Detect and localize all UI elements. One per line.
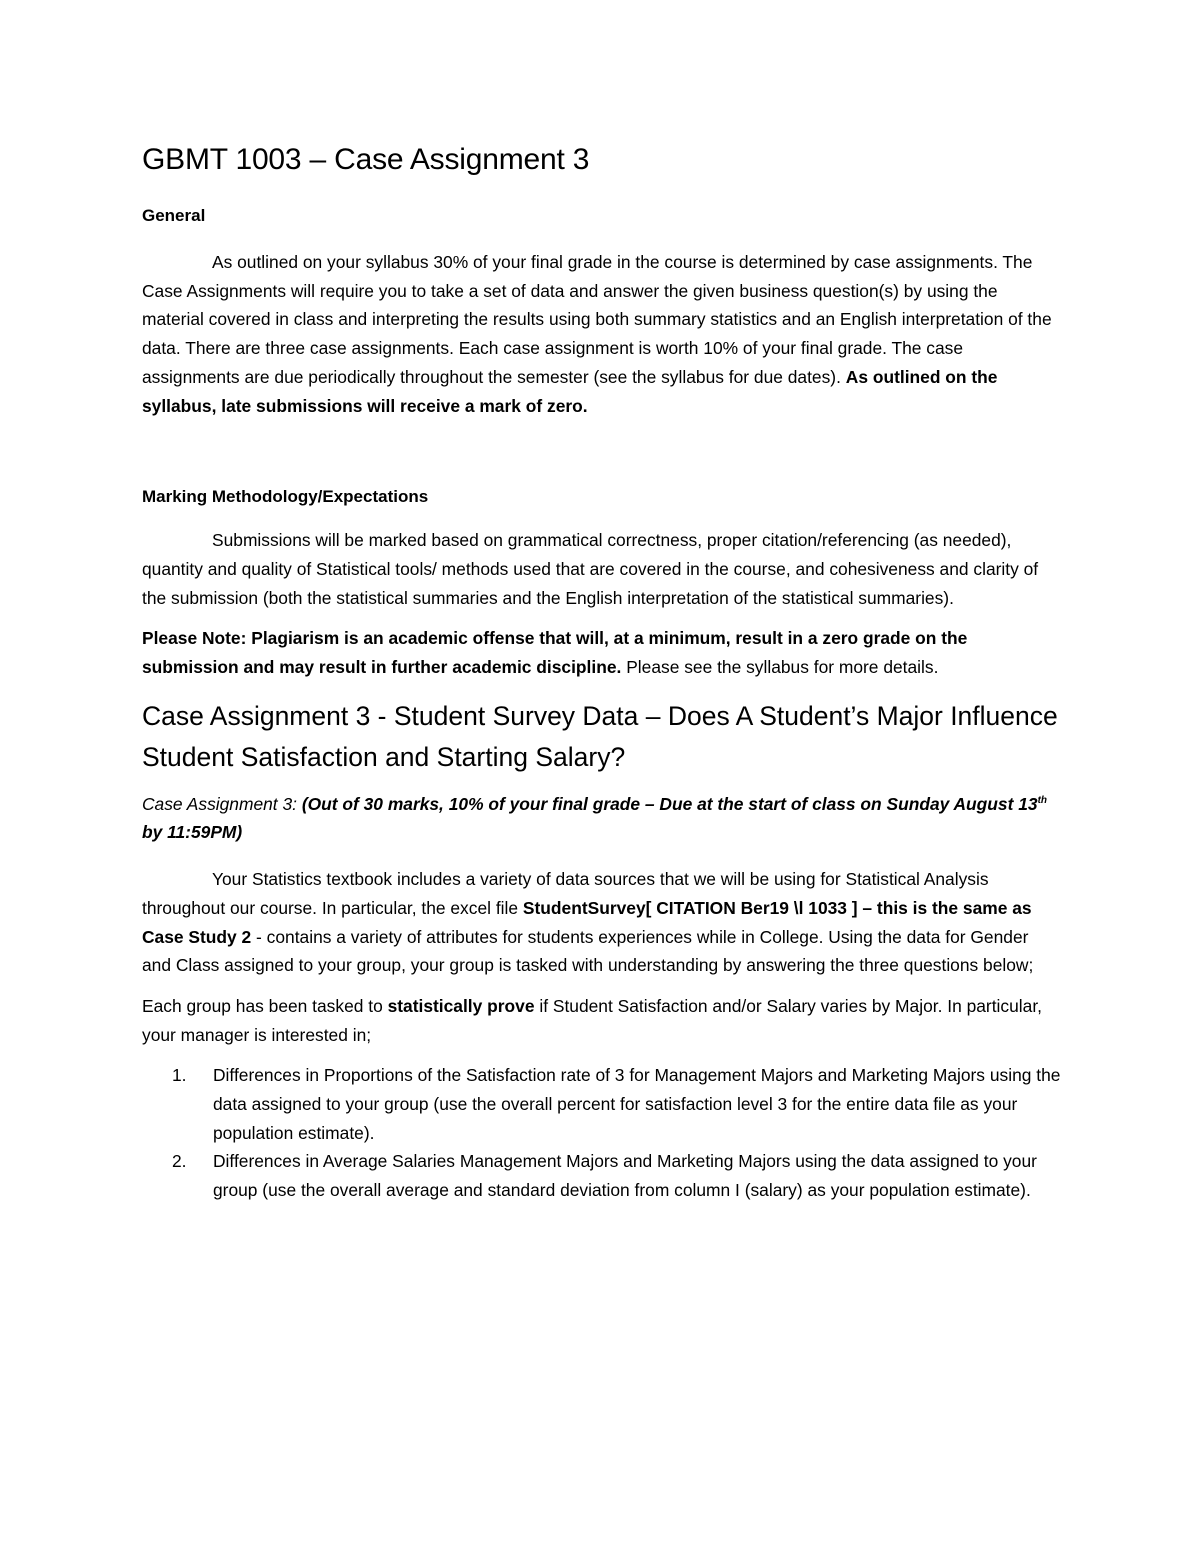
task-text: Each group has been tasked to [142, 995, 388, 1016]
list-text: Differences in Average Salaries Management Majors and Marketing Majors using the data assigned to your group (use the overall average and standard deviation from column I (salary) as your population estimate). [213, 1151, 1037, 1201]
task-text-2: if Student Satisfaction and/or Salary varies by Major. In particular, your manager is interested in; [142, 995, 1042, 1045]
ordinal-suffix: th [1037, 794, 1048, 806]
note-bold-text: Please Note: Plagiarism is an academic offense that will, at a minimum, result in a zero grade on the submission and may result in further academic discipline. [142, 628, 968, 678]
note-text: Please see the syllabus for more details. [621, 657, 939, 678]
marking-paragraph: Submissions will be marked based on grammatical correctness, proper citation/referencing (as needed), quantity and quality of Statistical tools/ methods used that are covered in the course, and cohesiveness and clarity of the submission (both the statistical summaries and the English interpretation of the statistical summaries). [142, 530, 1039, 608]
general-heading: General [142, 206, 206, 225]
question-list [142, 1061, 1062, 1205]
list-number: 1. [172, 1065, 187, 1086]
list-item [142, 1147, 1062, 1204]
note-paragraph [142, 624, 1062, 681]
intro-bold-text: StudentSurvey[ CITATION Ber19 \l 1033 ] – this is the same as Case Study 2 [142, 897, 1032, 947]
task-paragraph [142, 992, 1062, 1049]
intro-text-2: - contains a variety of attributes for students experiences while in College. Using the data for Gender and Class assigned to your group, your group is tasked with understanding by answering the three questions below; [142, 926, 1034, 976]
intro-text: Your Statistics textbook includes a variety of data sources that we will be using for Statistical Analysis throughout our course. In particular, the excel file [142, 869, 989, 918]
list-text: Differences in Proportions of the Satisfaction rate of 3 for Management Majors and Marketing Majors using the data assigned to your group (use the overall percent for satisfaction level 3 for the entire data file as your population estimate). [213, 1065, 1061, 1143]
case-label: Case Assignment 3: [142, 793, 297, 814]
document-content [142, 140, 1062, 1205]
case-title: Case Assignment 3 - Student Survey Data – Does A Student’s Major Influence Student Satisfaction and Starting Salary? [142, 700, 1058, 772]
document-title: GBMT 1003 – Case Assignment 3 [142, 143, 590, 176]
general-bold-text: As outlined on the syllabus, late submissions will receive a mark of zero. [142, 366, 998, 416]
general-paragraph [142, 248, 1062, 420]
general-text: As outlined on your syllabus 30% of your final grade in the course is determined by case assignments. The Case Assignments will require you to take a set of data and answer the given business question(s) by using the material covered in class and interpreting the results using both summary statistics and an English interpretation of the data. There are three case assignments. Each case assignment is worth 10% of your final grade. The case assignments are due periodically throughout the semester (see the syllabus for due dates). [142, 252, 1052, 387]
case-due-paragraph [142, 790, 1062, 847]
list-number: 2. [172, 1151, 187, 1172]
marking-heading: Marking Methodology/Expectations [142, 487, 429, 507]
list-item [142, 1061, 1062, 1147]
intro-paragraph [142, 865, 1062, 980]
case-due-text: (Out of 30 marks, 10% of your final grade – Due at the start of class on Sunday August 13th by 11:59PM) [142, 793, 1048, 843]
task-bold-text: statistically prove [387, 995, 535, 1016]
